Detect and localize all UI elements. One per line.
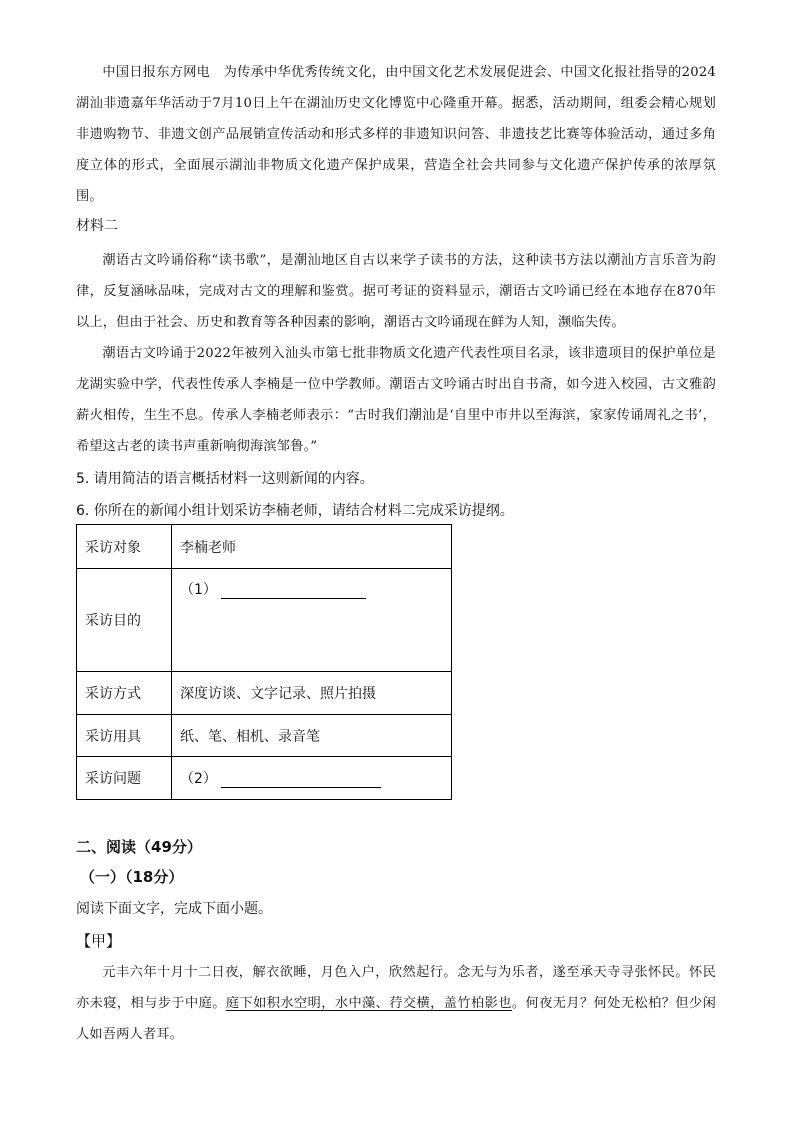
answer-blank-2[interactable] — [221, 773, 381, 788]
row-key: 采访问题 — [77, 757, 172, 800]
blank-label: （1） — [180, 582, 217, 598]
row-value: 纸、笔、相机、录音笔 — [172, 715, 452, 757]
passage-jia-underlined: 庭下如积水空明，水中藻、荇交横，盖竹柏影也 — [225, 996, 512, 1011]
row-key: 采访用具 — [77, 715, 172, 757]
question-5: 5. 请用简洁的语言概括材料一这则新闻的内容。 — [76, 471, 374, 487]
table-row — [77, 525, 452, 569]
passage-jia — [76, 957, 716, 1050]
material1-paragraph: 中国日报东方网电 为传承中华优秀传统文化，由中国文化艺术发展促进会、中国文化报社指导的2024湖汕非遗嘉年华活动于7月10日上午在湖汕历史文化博览中心隆重开幕。据悉，活动期间，组委会精心规划非遗购物节、非遗文创产品展销宣传活动和形式多样的非遗知识问答、非遗技艺比赛等体验活动，通过多角度立体的形式，全面展示湖汕非物质文化遗产保护成果，营造全社会共同参与文化遗产保护传承的浓厚氛围。 — [76, 65, 716, 204]
table-row — [77, 569, 452, 672]
passage-jia-label: 【甲】 — [76, 932, 122, 950]
blank-label: （2） — [180, 771, 217, 787]
row-key: 采访目的 — [77, 569, 172, 672]
section-2-subtitle: （一）（18分） — [80, 868, 184, 886]
table-row — [77, 757, 452, 800]
row-key: 采访对象 — [77, 525, 172, 569]
interview-outline-table — [76, 524, 452, 800]
row-value: 深度访谈、文字记录、照片拍摄 — [172, 672, 452, 715]
row-value: 李楠老师 — [172, 525, 452, 569]
material2-label: 材料二 — [76, 218, 118, 234]
section-2-title: 二、阅读（49分） — [76, 838, 202, 856]
purpose-answer-cell[interactable] — [172, 569, 452, 672]
material2-paragraph-2: 潮语古文吟诵于2022年被列入汕头市第七批非物质文化遗产代表性项目名录，该非遗项目的保护单位是龙湖实验中学，代表性传承人李楠是一位中学教师。潮语古文吟诵古时出自书斋，如今进入校园，古文雅韵薪火相传，生生不息。传承人李楠老师表示：“古时我们潮汕是‘自里中市井以至海滨，家家传诵周礼之书’，希望这古老的读书声重新响彻海滨邹鲁。” — [76, 346, 716, 454]
row-key: 采访方式 — [77, 672, 172, 715]
answer-blank-1[interactable] — [221, 584, 366, 599]
question-6: 6. 你所在的新闻小组计划采访李楠老师，请结合材料二完成采访提纲。 — [76, 503, 514, 519]
table-row — [77, 715, 452, 757]
table-row — [77, 672, 452, 715]
passage-jia-text: 元丰六年十月十二日夜，解衣欲睡，月色入户，欣然起行。念无与为乐者，遂至承天寺寻张怀民。怀民亦未寝，相与步于中庭。 — [76, 965, 716, 1011]
questions-answer-cell[interactable] — [172, 757, 452, 800]
passage-jia-text-end: 。何夜无月？何处无松柏？但少闲人如吾两人者耳。 — [76, 996, 716, 1042]
reading-instruction: 阅读下面文字，完成下面小题。 — [76, 901, 272, 917]
material2-paragraph-1: 潮语古文吟诵俗称“读书歌”，是潮汕地区自古以来学子读书的方法，这种读书方法以潮汕方言乐音为韵律，反复涵咏品味，完成对古文的理解和鉴赏。据可考证的资料显示，潮语古文吟诵已经在本地存在870年以上，但由于社会、历史和教育等各种因素的影响，潮语古文吟诵现在鲜为人知，濒临失传。 — [76, 253, 716, 330]
